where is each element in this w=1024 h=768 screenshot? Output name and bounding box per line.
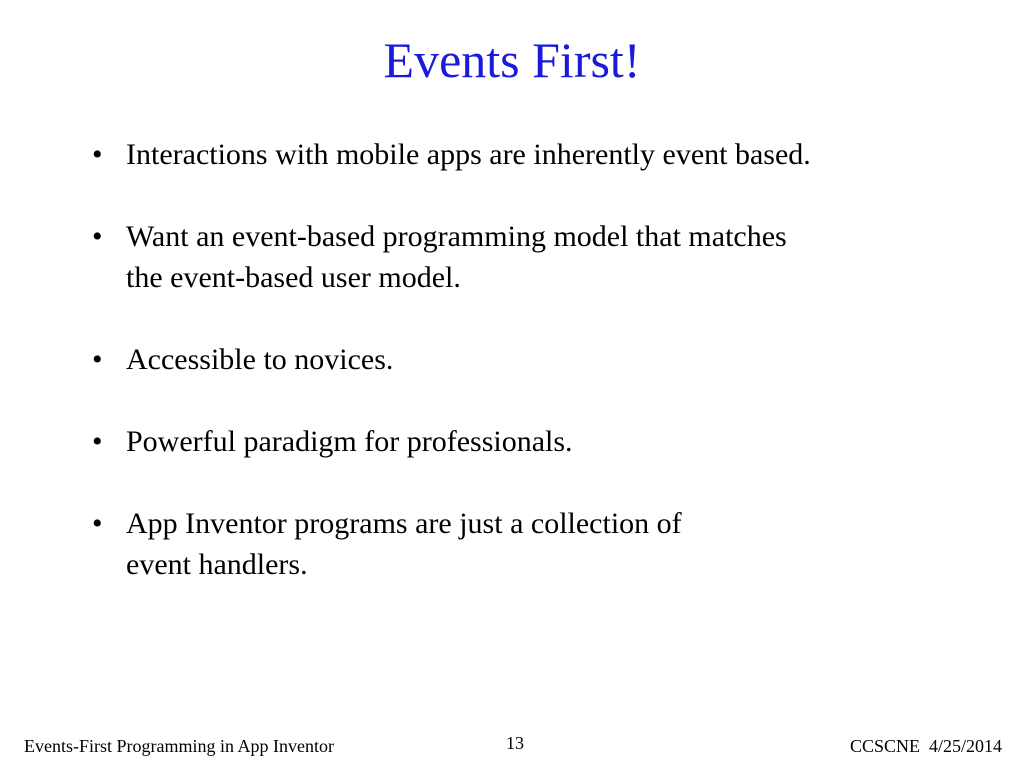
bullet-item — [92, 421, 972, 462]
slide-title: Events First! — [383, 32, 641, 88]
bullet-text: Interactions with mobile apps are inherently event based. — [126, 138, 811, 171]
footer-page-number: 13 — [506, 733, 524, 753]
bullet-icon: • — [92, 220, 103, 253]
bullet-text: App Inventor programs are just a collection of — [126, 507, 682, 540]
bullet-text: Want an event-based programming model that matches — [126, 220, 787, 253]
bullet-item — [92, 503, 972, 585]
bullet-icon: • — [92, 343, 103, 376]
footer-conference-date: CCSCNE 4/25/2014 — [849, 736, 1002, 756]
bullet-text: Accessible to novices. — [126, 343, 394, 376]
bullet-text-continuation: the event-based user model. — [126, 261, 461, 294]
bullet-list — [92, 134, 972, 626]
bullet-text: Powerful paradigm for professionals. — [126, 425, 573, 458]
bullet-icon: • — [92, 138, 103, 171]
bullet-icon: • — [92, 425, 103, 458]
footer-presentation-title: Events-First Programming in App Inventor — [24, 736, 334, 756]
bullet-item — [92, 216, 972, 298]
bullet-icon: • — [92, 507, 103, 540]
bullet-item — [92, 134, 972, 175]
bullet-item — [92, 339, 972, 380]
bullet-text-continuation: event handlers. — [126, 548, 308, 581]
